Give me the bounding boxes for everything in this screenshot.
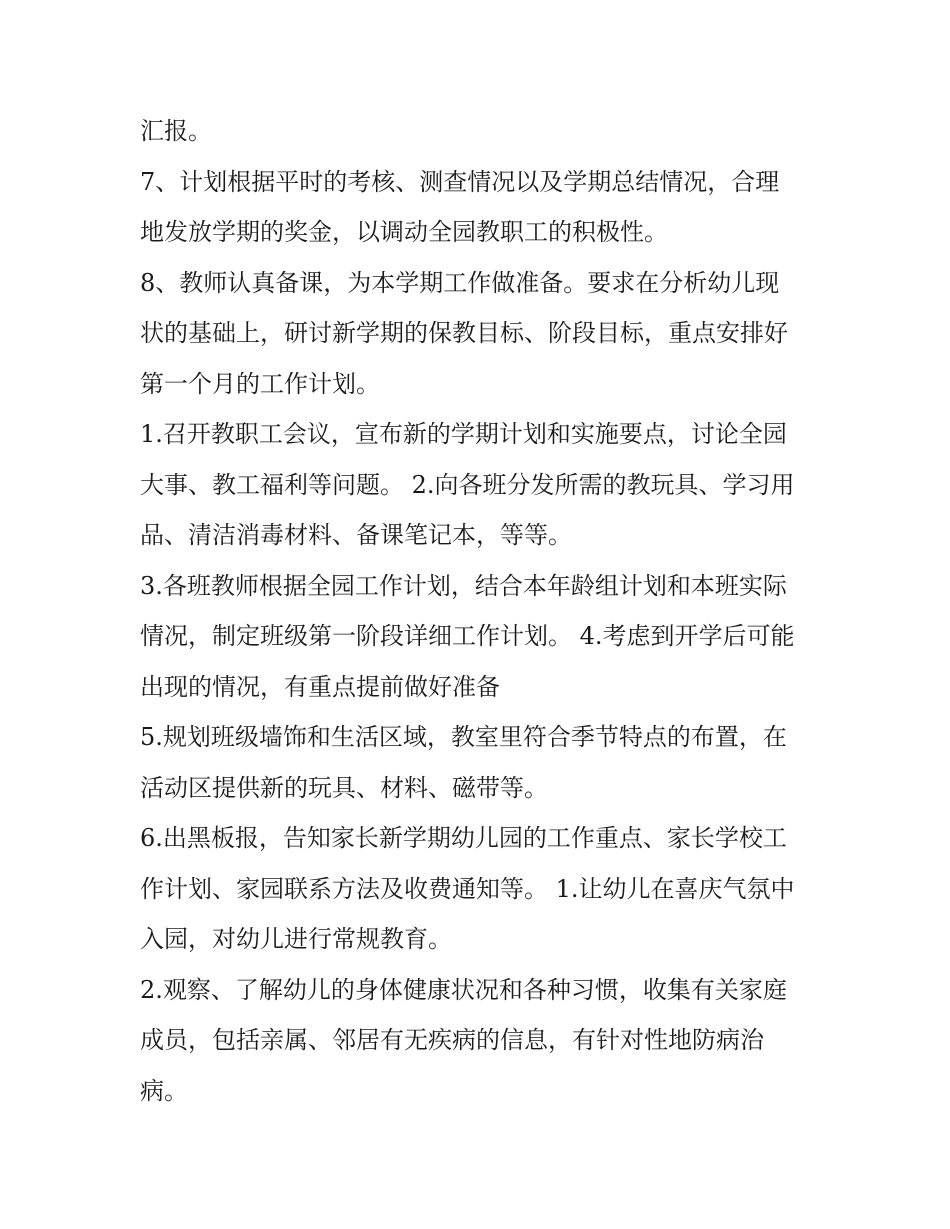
text-line: 品、清洁消毒材料、备课笔记本，等等。 xyxy=(140,521,572,549)
text-line: 大事、教工福利等问题。 2.向各班分发所需的教玩具、学习用 xyxy=(140,470,795,499)
text-line: 3.各班教师根据全园工作计划，结合本年龄组计划和本班实际 xyxy=(140,571,787,600)
text-line: 第一个月的工作计划。 xyxy=(140,369,380,398)
text-line: 活动区提供新的玩具、材料、磁带等。 xyxy=(140,773,548,802)
text-line: 7、计划根据平时的考核、测查情况以及学期总结情况，合理 xyxy=(140,167,780,196)
text-line: 作计划、家园联系方法及收费通知等。 1.让幼儿在喜庆气氛中 xyxy=(140,874,795,903)
text-line: 1.召开教职工会议，宣布新的学期计划和实施要点，讨论全园 xyxy=(140,420,787,448)
text-line: 汇报。 xyxy=(140,117,212,145)
text-line: 地发放学期的奖金，以调动全园教职工的积极性。 xyxy=(140,218,668,246)
text-line: 情况，制定班级第一阶段详细工作计划。 4.考虑到开学后可能 xyxy=(140,622,795,650)
text-line: 5.规划班级墙饰和生活区域，教室里符合季节特点的布置，在 xyxy=(140,723,787,751)
body-text xyxy=(140,106,820,1116)
text-line: 8、教师认真备课，为本学期工作做准备。要求在分析幼儿现 xyxy=(140,268,780,297)
text-line: 出现的情况，有重点提前做好准备 xyxy=(140,672,500,701)
text-line: 病。 xyxy=(140,1076,188,1105)
text-line: 状的基础上，研讨新学期的保教目标、阶段目标，重点安排好 xyxy=(140,319,788,347)
text-line: 成员，包括亲属、邻居有无疾病的信息，有针对性地防病治 xyxy=(140,1026,764,1054)
text-line: 2.观察、了解幼儿的身体健康状况和各种习惯，收集有关家庭 xyxy=(140,975,787,1004)
text-line: 入园，对幼儿进行常规教育。 xyxy=(140,925,452,953)
text-line: 6.出黑板报，告知家长新学期幼儿园的工作重点、家长学校工 xyxy=(140,824,787,852)
